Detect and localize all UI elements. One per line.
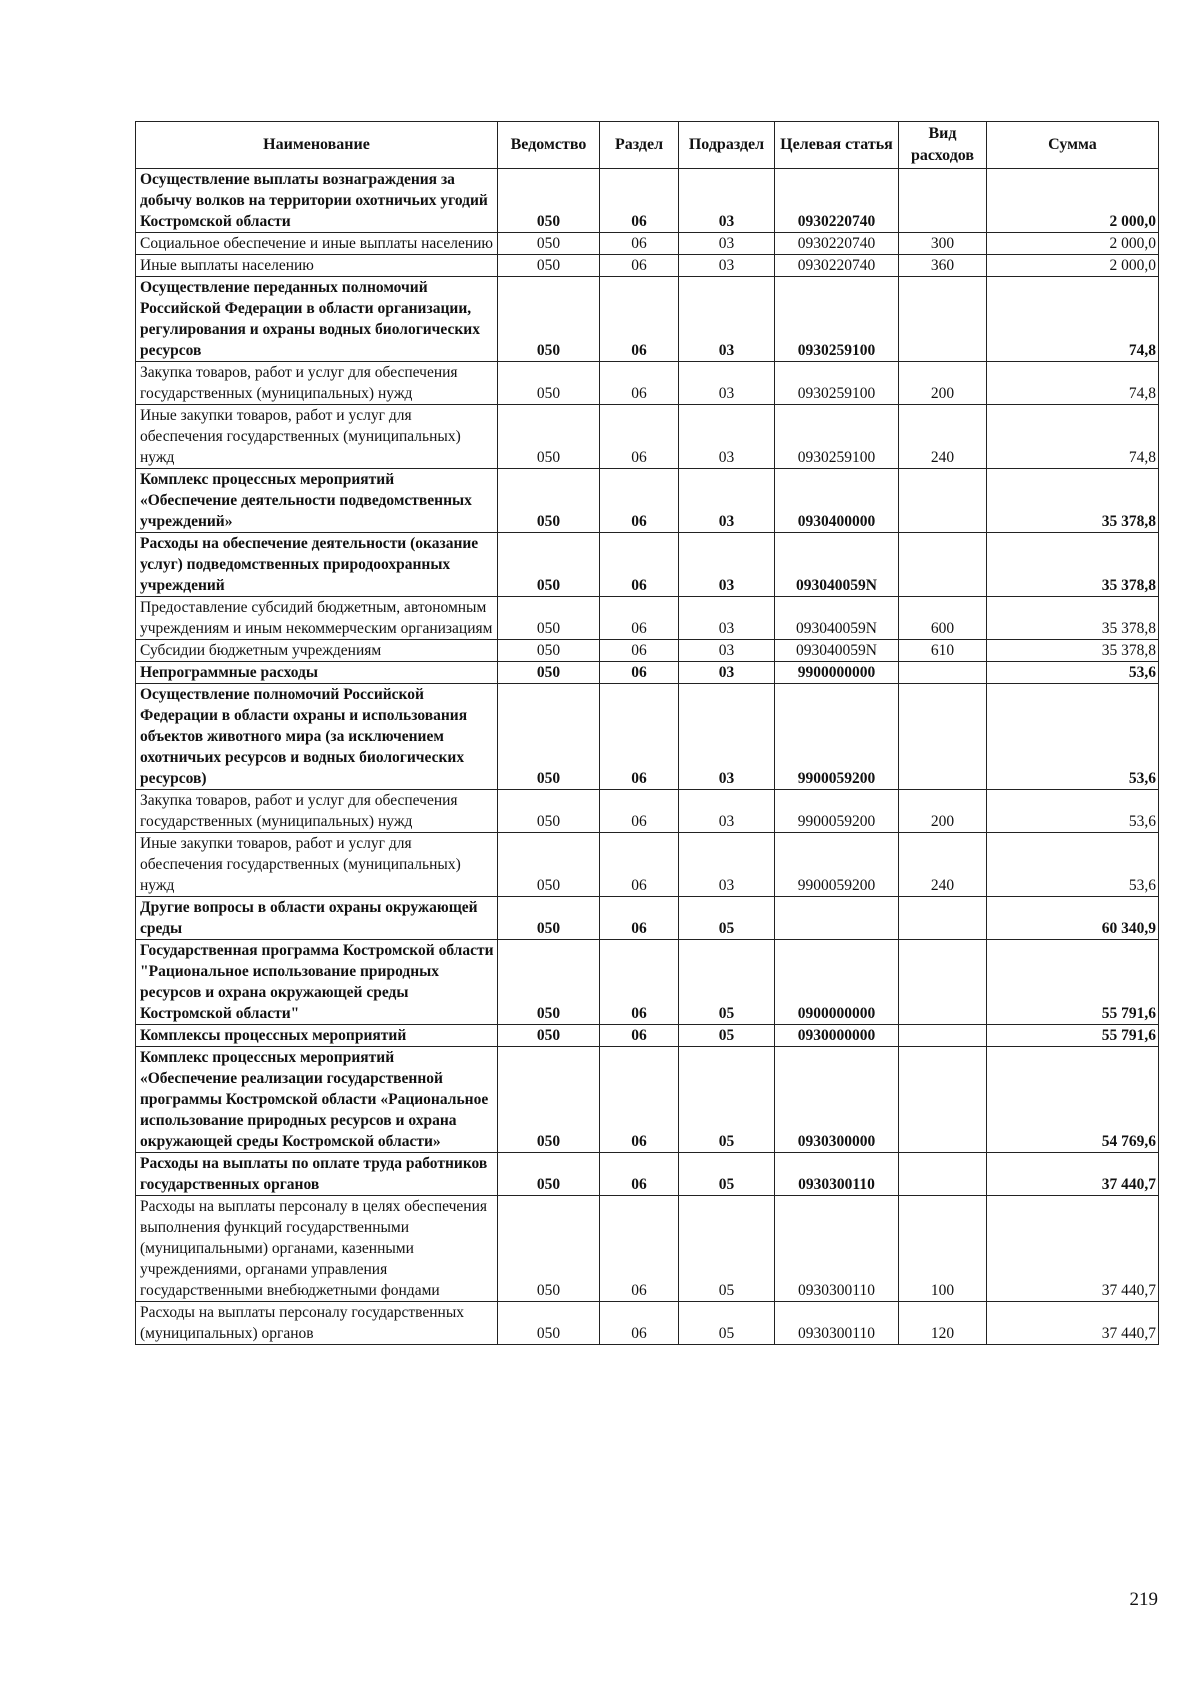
cell-target-article: 0900000000: [775, 940, 899, 1025]
cell-amount: 2 000,0: [987, 255, 1159, 277]
header-target-article: Целевая статья: [775, 122, 899, 169]
cell-section: 06: [600, 362, 679, 405]
table-row: [136, 790, 1159, 833]
cell-expense-type: [899, 169, 987, 233]
cell-name: Комплекс процессных мероприятий «Обеспечение реализации государственной программы Костромской области «Рациональное использование природных ресурсов и охрана окружающей среды Костромской области»: [136, 1047, 498, 1153]
cell-amount: 53,6: [987, 662, 1159, 684]
table-row: [136, 684, 1159, 790]
cell-target-article: 0930259100: [775, 362, 899, 405]
table-row: [136, 533, 1159, 597]
cell-department: 050: [498, 1302, 600, 1345]
cell-department: 050: [498, 662, 600, 684]
cell-target-article: 0930220740: [775, 233, 899, 255]
cell-amount: 53,6: [987, 684, 1159, 790]
cell-subsection: 03: [679, 533, 775, 597]
table-row: [136, 1302, 1159, 1345]
cell-amount: 37 440,7: [987, 1196, 1159, 1302]
cell-section: 06: [600, 640, 679, 662]
cell-name: Комплексы процессных мероприятий: [136, 1025, 498, 1047]
cell-subsection: 03: [679, 277, 775, 362]
cell-subsection: 05: [679, 1302, 775, 1345]
budget-table: [135, 121, 1159, 1345]
header-name: Наименование: [136, 122, 498, 169]
cell-amount: 35 378,8: [987, 640, 1159, 662]
cell-amount: 53,6: [987, 833, 1159, 897]
cell-amount: 55 791,6: [987, 1025, 1159, 1047]
cell-section: 06: [600, 1025, 679, 1047]
cell-section: 06: [600, 469, 679, 533]
cell-expense-type: [899, 277, 987, 362]
cell-section: 06: [600, 405, 679, 469]
cell-department: 050: [498, 597, 600, 640]
cell-subsection: 05: [679, 897, 775, 940]
cell-amount: 74,8: [987, 277, 1159, 362]
cell-name: Осуществление переданных полномочий Российской Федерации в области организации, регулирования и охраны водных биологических ресурсов: [136, 277, 498, 362]
cell-target-article: 0930400000: [775, 469, 899, 533]
cell-section: 06: [600, 533, 679, 597]
cell-expense-type: [899, 1025, 987, 1047]
cell-expense-type: 120: [899, 1302, 987, 1345]
cell-subsection: 05: [679, 1047, 775, 1153]
table-row: [136, 255, 1159, 277]
cell-name: Расходы на обеспечение деятельности (оказание услуг) подведомственных природоохранных учреждений: [136, 533, 498, 597]
cell-section: 06: [600, 277, 679, 362]
cell-subsection: 03: [679, 362, 775, 405]
table-row: [136, 1047, 1159, 1153]
cell-department: 050: [498, 940, 600, 1025]
cell-target-article: 0930259100: [775, 277, 899, 362]
cell-name: Непрограммные расходы: [136, 662, 498, 684]
cell-name: Комплекс процессных мероприятий «Обеспечение деятельности подведомственных учреждений»: [136, 469, 498, 533]
table-row: [136, 169, 1159, 233]
cell-amount: 60 340,9: [987, 897, 1159, 940]
table-row: [136, 662, 1159, 684]
cell-amount: 53,6: [987, 790, 1159, 833]
cell-section: 06: [600, 790, 679, 833]
cell-expense-type: 200: [899, 790, 987, 833]
table-row: [136, 897, 1159, 940]
header-subsection: Подраздел: [679, 122, 775, 169]
table-row: [136, 940, 1159, 1025]
cell-amount: 37 440,7: [987, 1153, 1159, 1196]
cell-department: 050: [498, 684, 600, 790]
table-row: [136, 597, 1159, 640]
cell-subsection: 03: [679, 255, 775, 277]
cell-expense-type: 360: [899, 255, 987, 277]
header-section: Раздел: [600, 122, 679, 169]
cell-expense-type: [899, 940, 987, 1025]
table-row: [136, 1196, 1159, 1302]
cell-department: 050: [498, 233, 600, 255]
cell-target-article: 0930300110: [775, 1153, 899, 1196]
cell-department: 050: [498, 1153, 600, 1196]
cell-section: 06: [600, 897, 679, 940]
table-row: [136, 405, 1159, 469]
cell-department: 050: [498, 469, 600, 533]
cell-section: 06: [600, 233, 679, 255]
header-expense-type: Вид расходов: [899, 122, 987, 169]
cell-amount: 35 378,8: [987, 469, 1159, 533]
cell-expense-type: [899, 1047, 987, 1153]
cell-section: 06: [600, 169, 679, 233]
table-row: [136, 833, 1159, 897]
cell-expense-type: [899, 684, 987, 790]
cell-amount: 35 378,8: [987, 533, 1159, 597]
cell-subsection: 03: [679, 662, 775, 684]
cell-name: Расходы на выплаты персоналу в целях обеспечения выполнения функций государственными (муниципальными) органами, казенными учреждениями, органами управления государственными внебюджетными фондами: [136, 1196, 498, 1302]
cell-expense-type: 240: [899, 833, 987, 897]
cell-subsection: 03: [679, 169, 775, 233]
table-row: [136, 640, 1159, 662]
cell-name: Закупка товаров, работ и услуг для обеспечения государственных (муниципальных) нужд: [136, 362, 498, 405]
cell-section: 06: [600, 833, 679, 897]
cell-amount: 74,8: [987, 362, 1159, 405]
cell-amount: 37 440,7: [987, 1302, 1159, 1345]
cell-name: Иные закупки товаров, работ и услуг для обеспечения государственных (муниципальных) нужд: [136, 833, 498, 897]
table-row: [136, 362, 1159, 405]
header-amount: Сумма: [987, 122, 1159, 169]
table-row: [136, 233, 1159, 255]
table-row: [136, 277, 1159, 362]
cell-subsection: 03: [679, 640, 775, 662]
cell-subsection: 03: [679, 233, 775, 255]
cell-department: 050: [498, 1047, 600, 1153]
cell-department: 050: [498, 255, 600, 277]
cell-target-article: 0930300000: [775, 1047, 899, 1153]
cell-target-article: 0930000000: [775, 1025, 899, 1047]
cell-expense-type: 240: [899, 405, 987, 469]
cell-department: 050: [498, 169, 600, 233]
cell-section: 06: [600, 1302, 679, 1345]
cell-department: 050: [498, 790, 600, 833]
cell-section: 06: [600, 940, 679, 1025]
cell-expense-type: 200: [899, 362, 987, 405]
cell-department: 050: [498, 277, 600, 362]
cell-expense-type: 600: [899, 597, 987, 640]
cell-expense-type: 100: [899, 1196, 987, 1302]
cell-expense-type: [899, 469, 987, 533]
cell-target-article: 9900000000: [775, 662, 899, 684]
cell-section: 06: [600, 255, 679, 277]
cell-section: 06: [600, 1047, 679, 1153]
cell-subsection: 05: [679, 940, 775, 1025]
cell-subsection: 05: [679, 1025, 775, 1047]
cell-target-article: [775, 897, 899, 940]
cell-subsection: 05: [679, 1153, 775, 1196]
cell-section: 06: [600, 1153, 679, 1196]
cell-section: 06: [600, 662, 679, 684]
cell-name: Другие вопросы в области охраны окружающей среды: [136, 897, 498, 940]
cell-department: 050: [498, 897, 600, 940]
cell-department: 050: [498, 1196, 600, 1302]
cell-department: 050: [498, 1025, 600, 1047]
table-header-row: [136, 122, 1159, 169]
cell-department: 050: [498, 362, 600, 405]
cell-amount: 35 378,8: [987, 597, 1159, 640]
cell-name: Расходы на выплаты по оплате труда работников государственных органов: [136, 1153, 498, 1196]
cell-amount: 2 000,0: [987, 233, 1159, 255]
cell-amount: 55 791,6: [987, 940, 1159, 1025]
cell-target-article: 0930220740: [775, 169, 899, 233]
cell-name: Закупка товаров, работ и услуг для обеспечения государственных (муниципальных) нужд: [136, 790, 498, 833]
cell-target-article: 9900059200: [775, 833, 899, 897]
cell-target-article: 0930220740: [775, 255, 899, 277]
cell-subsection: 03: [679, 469, 775, 533]
cell-target-article: 9900059200: [775, 790, 899, 833]
cell-amount: 2 000,0: [987, 169, 1159, 233]
cell-amount: 54 769,6: [987, 1047, 1159, 1153]
cell-expense-type: 610: [899, 640, 987, 662]
cell-amount: 74,8: [987, 405, 1159, 469]
cell-subsection: 03: [679, 790, 775, 833]
header-department: Ведомство: [498, 122, 600, 169]
cell-department: 050: [498, 640, 600, 662]
cell-subsection: 03: [679, 833, 775, 897]
cell-name: Субсидии бюджетным учреждениям: [136, 640, 498, 662]
cell-target-article: 093040059N: [775, 640, 899, 662]
cell-section: 06: [600, 597, 679, 640]
cell-name: Иные выплаты населению: [136, 255, 498, 277]
cell-name: Государственная программа Костромской области "Рациональное использование природных ресурсов и охрана окружающей среды Костромской области": [136, 940, 498, 1025]
cell-target-article: 093040059N: [775, 597, 899, 640]
cell-name: Осуществление выплаты вознаграждения за добычу волков на территории охотничьих угодий Костромской области: [136, 169, 498, 233]
cell-section: 06: [600, 684, 679, 790]
cell-subsection: 03: [679, 597, 775, 640]
cell-target-article: 9900059200: [775, 684, 899, 790]
table-row: [136, 1153, 1159, 1196]
table-row: [136, 469, 1159, 533]
cell-department: 050: [498, 405, 600, 469]
cell-name: Осуществление полномочий Российской Федерации в области охраны и использования объектов животного мира (за исключением охотничьих ресурсов и водных биологических ресурсов): [136, 684, 498, 790]
cell-target-article: 0930300110: [775, 1302, 899, 1345]
cell-subsection: 03: [679, 684, 775, 790]
cell-name: Расходы на выплаты персоналу государственных (муниципальных) органов: [136, 1302, 498, 1345]
cell-subsection: 03: [679, 405, 775, 469]
cell-section: 06: [600, 1196, 679, 1302]
table-row: [136, 1025, 1159, 1047]
cell-name: Социальное обеспечение и иные выплаты населению: [136, 233, 498, 255]
cell-subsection: 05: [679, 1196, 775, 1302]
cell-expense-type: [899, 662, 987, 684]
cell-name: Предоставление субсидий бюджетным, автономным учреждениям и иным некоммерческим организациям: [136, 597, 498, 640]
cell-expense-type: [899, 1153, 987, 1196]
cell-name: Иные закупки товаров, работ и услуг для обеспечения государственных (муниципальных) нужд: [136, 405, 498, 469]
cell-expense-type: 300: [899, 233, 987, 255]
cell-target-article: 0930259100: [775, 405, 899, 469]
cell-expense-type: [899, 897, 987, 940]
cell-target-article: 0930300110: [775, 1196, 899, 1302]
table-body: [136, 169, 1159, 1345]
page-number: 219: [1129, 1589, 1158, 1610]
cell-expense-type: [899, 533, 987, 597]
cell-department: 050: [498, 833, 600, 897]
cell-target-article: 093040059N: [775, 533, 899, 597]
cell-department: 050: [498, 533, 600, 597]
